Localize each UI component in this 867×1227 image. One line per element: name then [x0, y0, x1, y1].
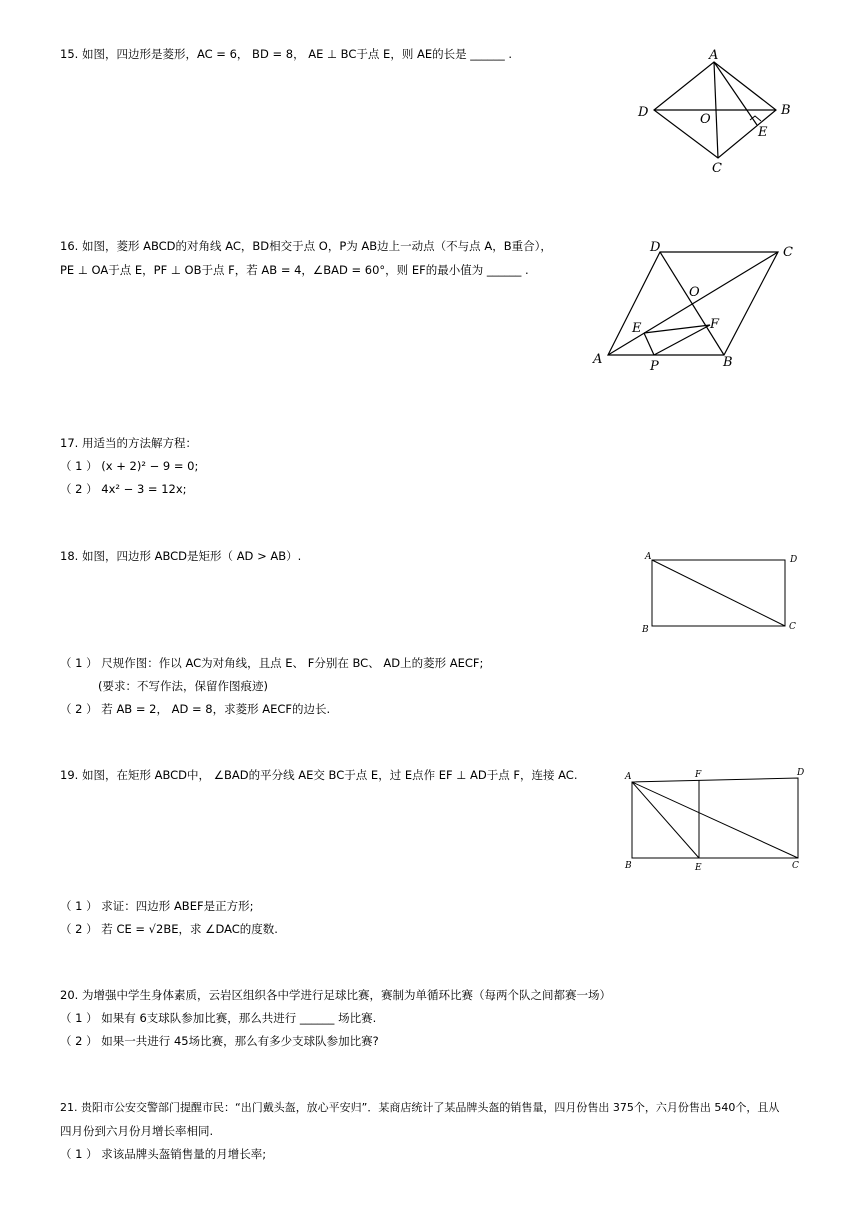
q17-part1: （ 1 ） (x + 2)² − 9 = 0; [60, 459, 199, 473]
q20-part1: （ 1 ） 如果有 6支球队参加比赛，那么共进行 ______ 场比赛. [60, 1011, 377, 1025]
q18-part1-note: (要求：不写作法，保留作图痕迹) [98, 679, 268, 693]
q16-label-p: P [650, 359, 659, 374]
q16-line2: PE ⊥ OA于点 E，PF ⊥ OB于点 F，若 AB = 4，∠BAD = 60°，则 EF的最小值为 ______ . [60, 263, 529, 277]
q16-line1: 16. 如图，菱形 ABCD的对角线 AC，BD相交于点 O，P为 AB边上一动点（不与点 A，B重合）， [60, 239, 552, 253]
q18-label-a: A [645, 552, 652, 562]
q15-rhombus-figure [630, 44, 800, 180]
q21-line1: 21. 贵阳市公安交警部门提醒市民：“出门戴头盔，放心平安归”．某商店统计了某品牌头盔的销售量，四月份售出 375个，六月份售出 540个，且从 [60, 1101, 780, 1114]
q19-part1: （ 1 ） 求证：四边形 ABEF是正方形; [60, 899, 254, 913]
q18-part2: （ 2 ） 若 AB = 2， AD = 8，求菱形 AECF的边长. [60, 702, 331, 716]
q18-label-c: C [789, 622, 796, 632]
q16-label-f: F [710, 317, 720, 332]
q18-title: 18. 如图，四边形 ABCD是矩形（ AD > AB）. [60, 549, 302, 563]
q19-label-b: B [625, 861, 632, 871]
q15-label-d: D [638, 105, 649, 120]
q17-title: 17. 用适当的方法解方程： [60, 436, 197, 450]
q18-part1: （ 1 ） 尺规作图：作以 AC为对角线，且点 E、 F分别在 BC、 AD上的菱形 AECF; [60, 656, 484, 670]
q16-label-o: O [689, 285, 700, 300]
q15-text: 15. 如图，四边形是菱形，AC = 6， BD = 8， AE ⊥ BC于点 E，则 AE的长是 ______ . [60, 47, 513, 61]
q16-rhombus-figure [585, 236, 800, 376]
q16-label-c: C [783, 245, 793, 260]
q19-label-a: A [625, 772, 632, 782]
q15-label-o: O [700, 112, 711, 127]
q18-rectangle-figure [638, 548, 808, 636]
q18-label-b: B [642, 625, 649, 635]
q15-label-c: C [712, 161, 722, 176]
q16-label-b: B [723, 355, 733, 370]
q19-label-e: E [695, 863, 702, 873]
q17-part2: （ 2 ） 4x² − 3 = 12x; [60, 482, 187, 496]
q18-label-d: D [790, 555, 798, 565]
q19-label-d: D [797, 768, 805, 778]
q16-label-a: A [593, 352, 603, 367]
q15-label-a: A [709, 48, 719, 63]
q20-part2: （ 2 ） 如果一共进行 45场比赛，那么有多少支球队参加比赛? [60, 1034, 379, 1048]
q20-title: 20. 为增强中学生身体素质，云岩区组织各中学进行足球比赛，赛制为单循环比赛（每两个队之间都赛一场） [60, 988, 611, 1002]
q16-label-d: D [650, 240, 661, 255]
q19-rectangle-figure [618, 764, 810, 876]
q19-part2: （ 2 ） 若 CE = √2BE，求 ∠DAC的度数. [60, 922, 278, 936]
q19-label-c: C [792, 861, 799, 871]
q16-label-e: E [632, 321, 642, 336]
q19-label-f: F [695, 770, 702, 780]
q19-title: 19. 如图，在矩形 ABCD中， ∠BAD的平分线 AE交 BC于点 E，过 E点作 EF ⊥ AD于点 F，连接 AC. [60, 768, 578, 782]
q15-label-b: B [781, 103, 791, 118]
q21-part1: （ 1 ） 求该品牌头盔销售量的月增长率; [60, 1147, 267, 1161]
q15-label-e: E [758, 125, 768, 140]
q21-line2: 四月份到六月份月增长率相同. [60, 1124, 214, 1138]
